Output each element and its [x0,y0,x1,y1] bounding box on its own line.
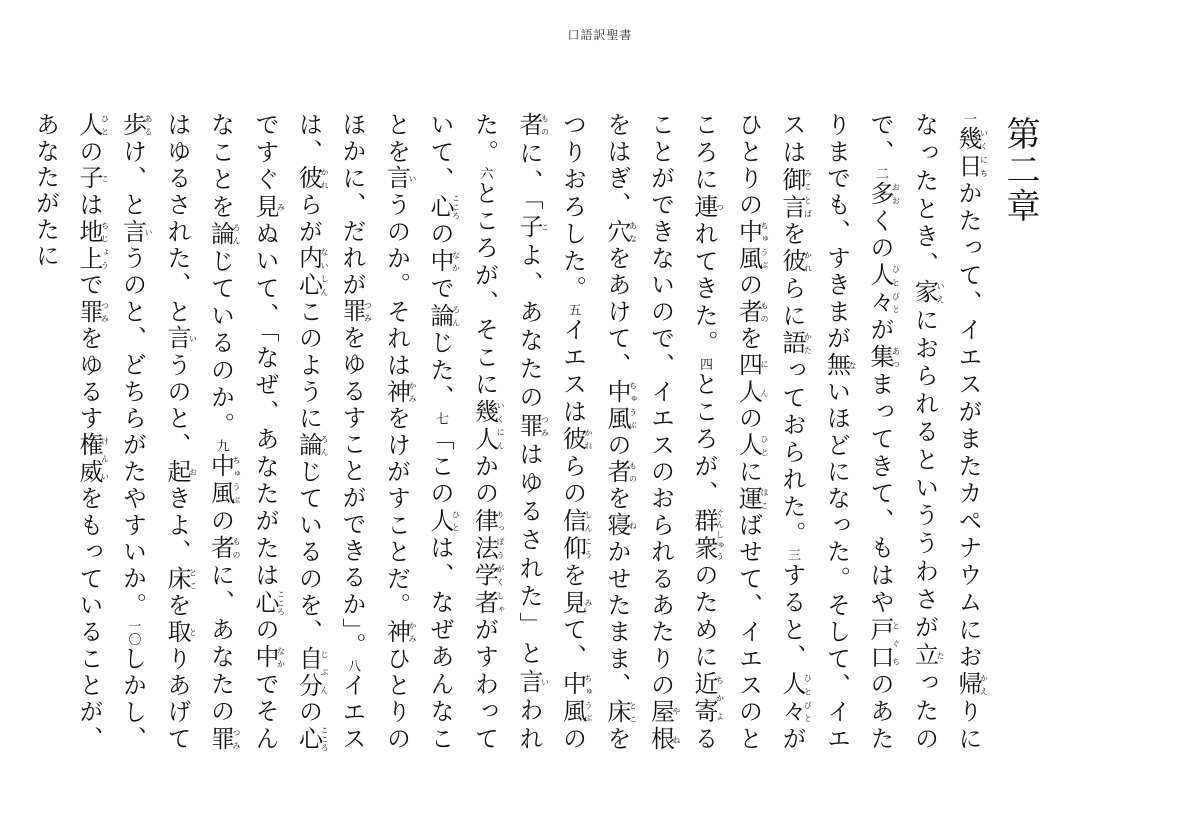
furigana: かれ [320,165,329,192]
ruby-word: 帰かえ [954,671,989,699]
text-run: で [426,275,454,303]
furigana: やね [672,699,681,752]
furigana: あな [628,218,638,245]
text-run: れてきた。 [690,221,718,358]
text-run: ところが、 [690,371,718,508]
text-run: は、なぜあんなことを [382,112,454,753]
text-run: をはぎ、 [603,112,631,219]
ruby-word: 寝ね [603,512,638,539]
furigana: にん [760,352,769,406]
ruby-word: 中風ちゅうぶ [206,453,241,508]
text-run: ばせて、イエスのところに [690,112,763,752]
furigana: もの [540,112,550,139]
furigana: つ [715,193,725,220]
ruby-word: 集あつ [866,344,901,372]
ruby-word: 多おお [866,180,901,208]
ruby-word: 見み [558,589,593,617]
chapter-title: 第二章 [1000,116,1040,224]
furigana: じぶん [320,645,329,699]
furigana: こころ [451,193,461,220]
verse-number: 八 [345,659,360,673]
ruby-word: 人々ひとびと [866,262,901,317]
ruby-word: 取と [163,619,198,646]
ruby-word: 神かみ [382,619,417,646]
text-run: を [163,592,191,620]
ruby-word: 起お [163,458,198,486]
furigana: かれ [584,425,593,453]
ruby-word: 立た [910,642,945,671]
text-run: かの [470,453,499,508]
ruby-word: 信仰しんこう [558,507,593,563]
ruby-word: 人ひと [75,112,110,139]
ruby-word: 地上ちじょう [75,218,110,273]
ruby-word: 戸口とぐち [866,616,901,672]
chapter-body [23,112,1050,752]
ruby-word: 論ろん [294,432,329,459]
text-run: に、あなたの [206,562,235,726]
ruby-word: 言い [163,325,198,353]
furigana: つみ [363,298,373,325]
furigana: かた [803,330,813,357]
furigana: ある [144,112,153,139]
text-run: イエスは [558,316,587,426]
text-run: の [426,221,454,249]
text-run: まってきて、もはや [866,371,894,617]
text-run: かたって、イエスがまたカペナウムにお [954,180,982,672]
furigana: つみ [540,412,550,440]
text-run: をもっていることが、あなたがたに [31,112,103,752]
text-run: の [734,272,763,299]
text-run: をけがすことだ。 [382,405,411,620]
ruby-word: 罪つみ [515,412,550,442]
text-run: がすわっていて、 [426,112,499,753]
furigana: はこ [760,485,769,512]
furigana: もの [232,535,241,562]
text-run: ぬいて、「なぜ、あなたがたは [251,220,279,590]
ruby-word: 者もの [734,298,769,326]
furigana: ちゅうぶ [760,218,769,272]
verse-number: 四 [697,357,712,372]
furigana: ね [628,512,638,539]
verse-number: 三 [785,548,800,563]
furigana: なか [276,644,286,671]
ruby-word: 者もの [603,458,638,486]
ruby-word: 論ろん [206,221,241,249]
ruby-word: 御言みことば [778,166,813,222]
ruby-word: 無な [822,352,857,379]
text-run: りになったとき、 [910,112,982,753]
ruby-word: 者もの [515,112,550,141]
furigana: ろん [320,432,329,459]
ruby-word: 言い [382,165,417,193]
text-run: ですぐ [251,112,279,194]
text-run: をつりおろした。 [558,112,631,753]
ruby-word: 連つ [690,193,725,222]
furigana: こころ [320,725,329,752]
text-run: このように [294,298,323,433]
text-run: われた。 [470,112,543,753]
furigana: み [276,193,286,220]
text-run: をゆるすことができるか」。 [338,325,366,660]
ruby-word: 歩ある [118,112,153,139]
furigana: しんこう [584,507,593,562]
furigana: もの [628,458,638,486]
ruby-word: 彼かれ [294,165,329,193]
verse-number: 一 [961,112,976,127]
ruby-word: 彼かれ [778,248,813,276]
verse-number: 一〇 [125,618,141,646]
verse-number: 六 [477,166,493,181]
furigana: とこ [628,699,638,726]
furigana: い [540,668,550,696]
ruby-word: 四人にん [734,352,769,406]
furigana: い [188,325,198,352]
ruby-word: 幾日いくにち [954,126,989,181]
text-run: イエスは、 [294,112,366,753]
furigana: いえ [936,279,945,306]
furigana: ひと [100,112,110,139]
furigana: こ [100,165,110,192]
furigana: み [584,589,593,616]
text-run: に、「 [515,140,543,214]
ruby-word: 見み [251,193,286,221]
verse-number: 二 [873,166,888,181]
text-run: らに [778,275,806,331]
text-run: くの [866,207,894,263]
furigana: ろん [451,302,461,330]
furigana: りっぽうがくしゃ [496,507,505,616]
furigana: つみ [100,298,110,326]
text-run: の [251,616,279,645]
furigana: みことば [803,166,813,220]
verse-number: 五 [565,302,581,317]
text-run: の [558,725,587,753]
text-run: じているのか。 [206,248,235,440]
ruby-word: 言い [515,668,550,698]
furigana: つみ [232,725,241,753]
furigana: かえ [979,671,989,698]
verse-number: 九 [213,439,229,454]
text-run: て、 [558,616,587,672]
furigana: ちじょう [100,218,110,272]
ruby-word: 中なか [426,248,461,276]
text-run: の [75,138,103,166]
ruby-word: 群衆ぐんしゅう [690,507,725,563]
ruby-word: 子こ [75,165,110,193]
ruby-word: 論ろん [426,302,461,331]
text-run: ところが、そこに [470,180,499,399]
furigana: おお [891,180,901,207]
furigana: ひと [451,507,461,534]
text-run: ったので、 [866,112,939,753]
ruby-word: 中風ちゅうぶ [734,218,769,273]
ruby-word: 彼かれ [558,425,593,454]
furigana: と [188,619,198,646]
furigana: もの [760,298,769,326]
text-run: いほどになった。そして、イエスは [778,112,851,752]
text-run: の [603,432,631,459]
text-run: じているのを、 [294,458,323,646]
ruby-word: 罪つみ [75,298,110,326]
text-run: をゆるす [75,325,103,433]
text-run: のために [690,562,718,672]
furigana: かみ [408,378,417,406]
ruby-word: 幾人いくにん [470,398,505,454]
text-run: はゆるされた、と [163,112,191,326]
furigana: い [144,218,153,245]
ruby-word: 語かた [778,330,813,358]
ruby-word: 者もの [206,535,241,563]
text-run: は [75,192,103,219]
text-run: に [734,458,763,486]
ruby-word: 家いえ [910,279,945,308]
furigana: い [408,165,417,192]
text-run: け、と [118,138,147,219]
furigana: とぐち [891,616,901,671]
furigana: ちゅうぶ [584,671,593,725]
ruby-word: 人々ひとびと [778,671,813,726]
text-run: っておられた。 [778,357,806,549]
furigana: ちゅうぶ [232,453,241,507]
text-run: うのと、どちらがたやすいか。 [118,245,147,619]
furigana: けんい [100,432,110,486]
furigana: こ [540,213,550,241]
ruby-word: 床とこ [603,699,638,726]
text-run: の [294,699,323,726]
ruby-word: 近寄ちかよ [690,671,725,726]
ruby-word: 律法学者りっぽうがくしゃ [470,507,505,617]
text-run: でそんなことを [206,112,279,753]
text-run: におられるといううわさが [910,307,939,643]
text-run: のあたりまでも、すきまが [822,112,894,753]
ruby-word: 言い [118,218,153,246]
ruby-word: 内心ないしん [294,245,329,299]
furigana: な [848,352,857,379]
furigana: かれ [803,248,813,275]
ruby-word: 心こころ [294,725,329,752]
text-run: の [734,405,763,433]
furigana: こころ [276,589,286,616]
furigana: いくにち [979,126,989,180]
text-run: りあげて [163,645,191,752]
text-run: きよ、 [163,485,191,566]
ruby-word: 人ひと [426,507,461,535]
furigana: ちかよ [715,671,725,725]
furigana: かみ [408,619,417,646]
furigana: なか [451,248,461,275]
text-run: すると、 [778,562,806,672]
furigana: とこ [188,565,198,592]
text-run: の [206,507,235,535]
ruby-word: 中風ちゅうぶ [558,671,593,726]
text-run: じた、 [426,330,454,412]
furigana: お [188,458,198,486]
furigana: あつ [891,344,901,371]
text-run: を [734,325,763,353]
text-run: かせたまま、 [603,539,631,700]
text-run: で [75,272,103,299]
running-header: 口語訳聖書 [567,28,633,42]
text-run: が [866,316,894,345]
text-run: ることができないので、イエスのおられるあたりの [646,112,718,753]
verse-number: 七 [433,411,448,426]
ruby-word: 自分じぶん [294,645,329,700]
ruby-word: 神かみ [382,378,417,406]
text-run: がひとりの [734,112,806,753]
text-run: しかし、 [118,645,147,753]
text-run: うのと、 [163,352,191,459]
text-run: よ、あなたの [515,242,543,413]
furigana: ろん [232,221,241,248]
furigana: ひと [760,432,769,459]
furigana: た [936,642,945,669]
text-run: をあけて、 [603,245,631,379]
ruby-word: 運はこ [734,485,769,513]
ruby-word: 中風ちゅうぶ [603,378,638,433]
passage-text [23,112,990,752]
furigana: いくにん [496,398,505,453]
ruby-word: 罪つみ [206,725,241,753]
text-run: を [778,221,806,249]
text-run: うのか。それは [382,192,411,379]
ruby-word: 心こころ [426,193,461,222]
ruby-word: 屋根やね [646,699,681,752]
ruby-word: 心こころ [251,589,286,617]
text-run: を [558,562,587,590]
furigana: ないしん [320,245,329,299]
ruby-word: 罪つみ [338,298,373,325]
ruby-word: 床とこ [163,565,198,593]
ruby-word: 人ひと [734,432,769,459]
text-run: らが [294,192,323,246]
furigana: ちゅうぶ [628,378,638,432]
text-run: ひとりのほかに、だれが [338,112,411,752]
text-run: らの [558,453,587,508]
text-run: 「この [426,425,454,508]
furigana: ひとびと [803,671,813,725]
text-run: はゆるされた」と [515,441,543,669]
text-run: を [603,485,631,513]
furigana: ひとびと [891,262,901,316]
ruby-word: 穴あな [603,218,638,246]
ruby-word: 中なか [251,644,286,672]
ruby-word: 権威けんい [75,432,110,486]
furigana: ぐんしゅう [715,507,725,562]
ruby-word: 子こ [515,213,550,243]
